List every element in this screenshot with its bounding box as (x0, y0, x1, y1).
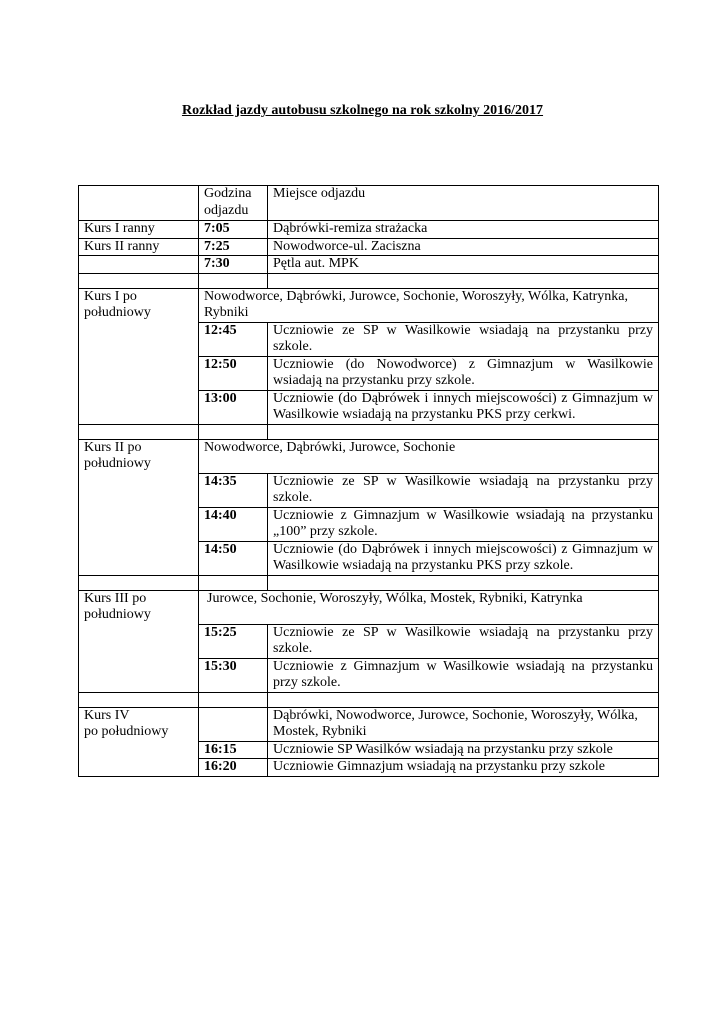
course-name: Kurs II po południowy (79, 439, 199, 575)
course-name: Kurs I po południowy (79, 288, 199, 424)
departure-place: Nowodworce-ul. Zaciszna (268, 238, 659, 256)
course-name (79, 256, 199, 274)
departure-time: 14:35 (199, 473, 268, 507)
table-row (79, 256, 659, 274)
spacer-row (79, 424, 659, 439)
departure-time: 12:50 (199, 356, 268, 390)
table-row (79, 288, 659, 322)
departure-time: 15:30 (199, 658, 268, 692)
course-name-line: Kurs IV (84, 707, 130, 723)
course-route: Nowodworce, Dąbrówki, Jurowce, Sochonie, Woroszyły, Wólka, Katrynka, Rybniki (199, 288, 659, 322)
table-row (79, 439, 659, 473)
departure-time: 14:40 (199, 507, 268, 541)
spacer-row (79, 273, 659, 288)
departure-note: Uczniowie z Gimnazjum w Wasilkowie wsiadają na przystanku „100” przy szkole. (268, 507, 659, 541)
departure-time: 15:25 (199, 624, 268, 658)
spacer-row (79, 575, 659, 590)
spacer-row (79, 692, 659, 707)
course-name (79, 707, 199, 776)
departure-note: Uczniowie (do Dąbrówek i innych miejscowości) z Gimnazjum w Wasilkowie wsiadają na przystanku PKS przy szkole. (268, 541, 659, 575)
departure-note: Uczniowie SP Wasilków wsiadają na przystanku przy szkole (268, 741, 659, 759)
departure-time: 7:05 (199, 221, 268, 239)
empty-time-cell (199, 707, 268, 741)
header-place: Miejsce odjazdu (268, 186, 659, 221)
departure-time: 7:30 (199, 256, 268, 274)
departure-time: 13:00 (199, 390, 268, 424)
table-row (79, 221, 659, 239)
table-row (79, 238, 659, 256)
course-route: Dąbrówki, Nowodworce, Jurowce, Sochonie, Woroszyły, Wólka, Mostek, Rybniki (268, 707, 659, 741)
course-name: Kurs III po południowy (79, 590, 199, 692)
departure-time: 16:20 (199, 759, 268, 777)
course-name-line: po południowy (84, 724, 169, 739)
course-route: Jurowce, Sochonie, Woroszyły, Wólka, Mostek, Rybniki, Katrynka (199, 590, 659, 624)
table-row (79, 590, 659, 624)
departure-note: Uczniowie ze SP w Wasilkowie wsiadają na przystanku przy szkole. (268, 624, 659, 658)
departure-note: Uczniowie (do Dąbrówek i innych miejscowości) z Gimnazjum w Wasilkowie wsiadają na przystanku PKS przy cerkwi. (268, 390, 659, 424)
departure-place: Dąbrówki-remiza strażacka (268, 221, 659, 239)
departure-note: Uczniowie ze SP w Wasilkowie wsiadają na przystanku przy szkole. (268, 473, 659, 507)
departure-note: Uczniowie Gimnazjum wsiadają na przystanku przy szkole (268, 759, 659, 777)
departure-time: 7:25 (199, 238, 268, 256)
table-header-row (79, 186, 659, 221)
course-route: Nowodworce, Dąbrówki, Jurowce, Sochonie (199, 439, 659, 473)
departure-time: 12:45 (199, 322, 268, 356)
departure-time: 16:15 (199, 741, 268, 759)
document-title: Rozkład jazdy autobusu szkolnego na rok szkolny 2016/2017 (181, 103, 544, 118)
bus-schedule-table (78, 185, 659, 777)
departure-time: 14:50 (199, 541, 268, 575)
departure-note: Uczniowie (do Nowodworce) z Gimnazjum w Wasilkowie wsiadają na przystanku przy szkole. (268, 356, 659, 390)
course-name: Kurs II ranny (79, 238, 199, 256)
course-name: Kurs I ranny (79, 221, 199, 239)
departure-note: Uczniowie ze SP w Wasilkowie wsiadają na przystanku przy szkole. (268, 322, 659, 356)
departure-place: Pętla aut. MPK (268, 256, 659, 274)
departure-note: Uczniowie z Gimnazjum w Wasilkowie wsiadają na przystanku przy szkole. (268, 658, 659, 692)
header-time: Godzina odjazdu (199, 186, 268, 221)
header-empty-cell (79, 186, 199, 221)
table-row (79, 707, 659, 741)
